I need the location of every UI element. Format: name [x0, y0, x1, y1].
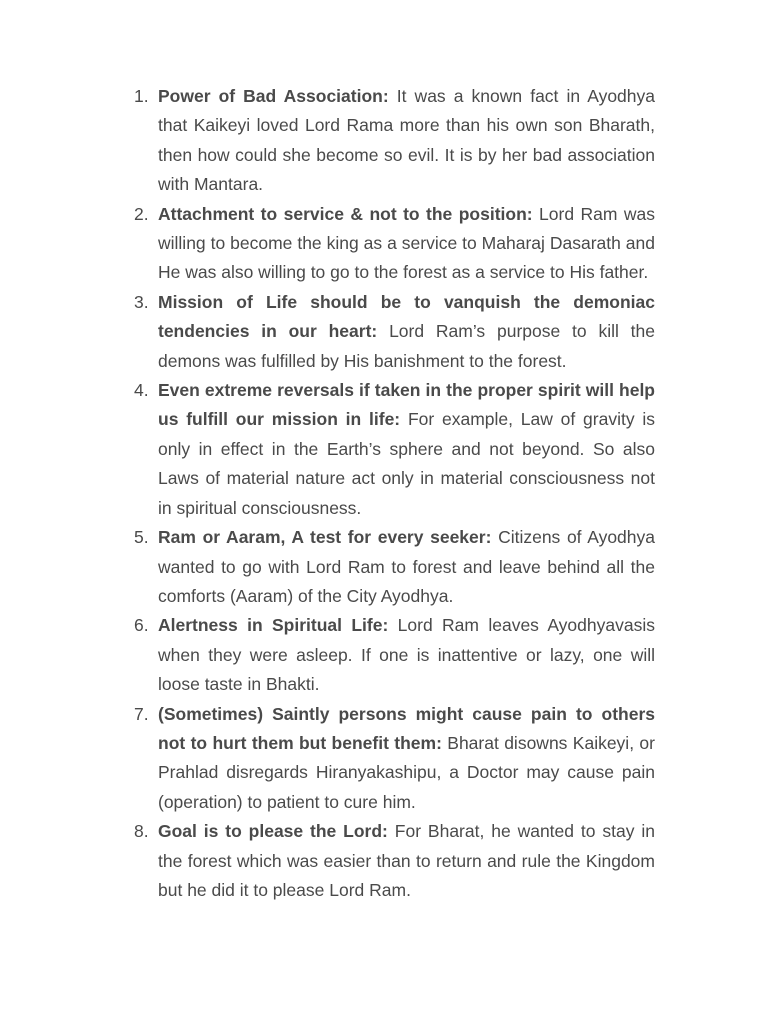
list-item — [134, 611, 655, 699]
item-number: 3. — [134, 291, 149, 312]
item-text: Lord Ram’s purpose to kill the demons was fulfilled by His banishment to the forest. — [158, 321, 656, 371]
list-item — [134, 817, 655, 905]
item-text: Bharat disowns Kaikeyi, or Prahlad disregards Hiranyakashipu, a Doctor may cause pain (operation) to patient to cure him. — [158, 732, 655, 812]
item-number: 2. — [134, 203, 149, 224]
item-heading: Goal is to please the Lord: — [158, 821, 388, 842]
item-text: It was a known fact in Ayodhya that Kaikeyi loved Lord Rama more than his own son Bharath, then how could she become so evil. It is by her bad association with Mantara. — [158, 86, 655, 195]
item-number: 6. — [134, 615, 149, 636]
item-heading: (Sometimes) Saintly persons might cause pain to others not to hurt them but benefit them: — [158, 703, 655, 753]
item-number: 4. — [134, 380, 149, 401]
item-text: For Bharat, he wanted to stay in the forest which was easier than to return and rule the Kingdom but he did it to please Lord Ram. — [158, 821, 655, 900]
list-item — [134, 700, 655, 818]
list-item — [134, 523, 655, 611]
list-item — [134, 376, 656, 523]
item-text: For example, Law of gravity is only in effect in the Earth’s sphere and not beyond. So also Laws of material nature act only in material consciousness not in spiritual consciousness. — [158, 409, 656, 518]
list-item — [134, 288, 656, 376]
item-number: 1. — [134, 86, 149, 106]
list-item — [134, 200, 655, 288]
item-number: 8. — [134, 821, 149, 842]
item-text: Lord Ram leaves Ayodhyavasis when they were asleep. If one is inattentive or lazy, one will loose taste in Bhakti. — [158, 615, 655, 695]
item-heading: Attachment to service & not to the position: — [158, 203, 533, 224]
item-text: Citizens of Ayodhya wanted to go with Lord Ram to forest and leave behind all the comforts (Aaram) of the City Ayodhya. — [158, 527, 655, 606]
item-number: 5. — [134, 527, 149, 548]
list-item — [134, 82, 655, 200]
item-heading: Mission of Life should be to vanquish the demoniac tendencies in our heart: — [158, 291, 655, 342]
item-heading: Ram or Aaram, A test for every seeker: — [158, 527, 492, 548]
item-number: 7. — [134, 703, 149, 724]
numbered-list — [134, 82, 656, 905]
item-heading: Alertness in Spiritual Life: — [158, 615, 389, 636]
item-text: Lord Ram was willing to become the king as a service to Maharaj Dasarath and He was also willing to go to the forest as a service to His father. — [158, 203, 655, 283]
item-heading: Power of Bad Association: — [158, 86, 389, 106]
item-heading: Even extreme reversals if taken in the proper spirit will help us fulfill our mission in life: — [158, 380, 655, 430]
